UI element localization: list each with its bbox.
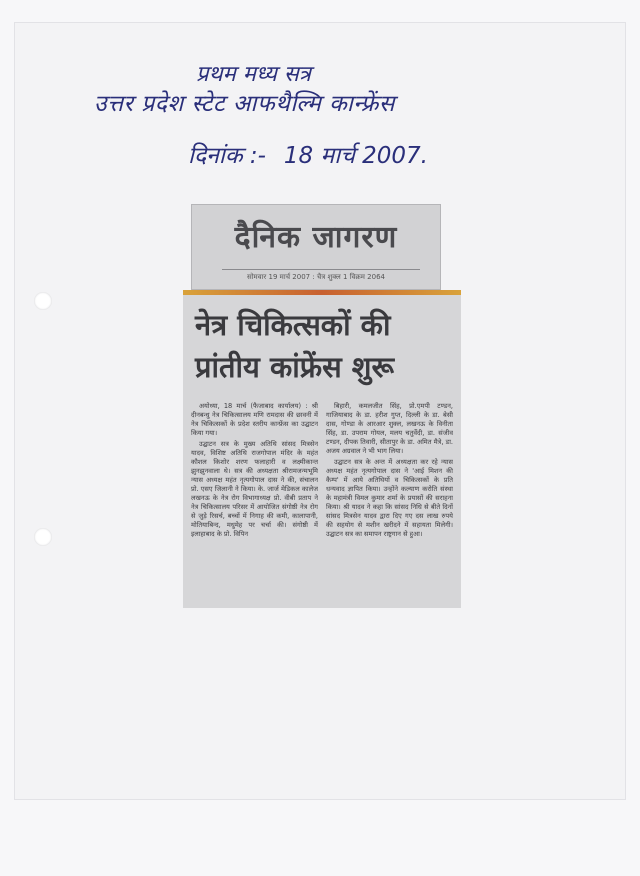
article-body [191, 402, 453, 602]
article-paragraph: उद्घाटन सत्र के अन्त में अध्यक्षता कर रहे न्यास अध्यक्ष महंत नृत्यगोपाल दास ने 'आई मिशन की कैम्प' में आये अतिथियों व चिकित्सकों के प्रति धन्यवाद ज्ञापित किया। उन्होंने कल्याण करोति संस्था के महामंत्री विमल कुमार शर्मा के प्रयासों की सराहना किया। श्री यादव ने कहा कि सांसद निधि से बीते दिनों सांसद मित्रसेन यादव द्वारा दिए गए दस लाख रुपये की सहयोग से मशीन खरीदने में सहायता मिलेगी। उद्घाटन सत्र का समापन राष्ट्रगान से हुआ। [326, 458, 453, 538]
punch-hole-top [34, 292, 52, 310]
handwritten-date-line [188, 138, 428, 170]
punch-hole-bottom [34, 528, 52, 546]
handwritten-session-title: प्रथम मध्य सत्र [196, 62, 311, 87]
date-label: दिनांक :- [188, 143, 266, 169]
masthead-rule [222, 269, 420, 270]
article-headline [195, 304, 455, 388]
news-clipping [183, 290, 461, 608]
article-paragraph: उद्घाटन सत्र के मुख्य अतिथि सांसद मित्रसेन यादव, विशिष्ट अतिथि राजगोपाल मंदिर के महंत कौशल किशोर शरण फलाहारी व लक्ष्मीकान्त झुनझुनवाला थे। सत्र की अध्यक्षता श्रीरामजन्मभूमि न्यास अध्यक्ष महंत नृत्यगोपाल दास ने की, संचालन प्रो. एसए जिलानी ने किया। के. जार्ज मेडिकल कालेज लखनऊ के नेत्र रोग विभागाध्यक्ष प्रो. वीबी प्रताप ने नेत्र चिकित्सालय परिसर में आयोजित संगोष्ठी नेत्र रोग से जुड़े रिसर्च, बच्चों में निगाह की कमी, कालापानी, मोतियाबिन्द, मधुमेह पर चर्चा की। संगोष्ठी में इलाहाबाद के प्रो. विपिन [191, 440, 318, 538]
article-column-1 [191, 402, 318, 602]
newspaper-name: दैनिक जागरण [234, 220, 398, 255]
headline-line-1: नेत्र चिकित्सकों की [195, 308, 391, 342]
clipping-color-bar [183, 290, 461, 295]
date-value: 18 मार्च 2007. [283, 143, 428, 169]
newspaper-masthead [191, 204, 441, 290]
handwritten-conference-title: उत्तर प्रदेश स्टेट आफथैल्मि कान्फ्रेंस [94, 91, 395, 117]
newspaper-dateline: सोमवार 19 मार्च 2007 : चैत्र शुक्ल 1 विक्रम 2064 [246, 273, 385, 281]
headline-line-2: प्रांतीय कांफ्रेंस शुरू [195, 350, 395, 384]
article-column-2 [326, 402, 453, 602]
article-paragraph: बिहारी, कमलजीत सिंह, प्रो.एमपी टण्डन, गाजियाबाद के डा. हरीश गुप्त, दिल्ली के डा. बेसी दास, गोण्डा के आरआर शुक्ल, लखनऊ के विनीता सिंह, डा. उपराम गोयल, मलय चतुर्वेदी, डा. संजीव टण्डन, दीपक तिवारी, सीतापुर के डा. अमित मैत्रे, डा. अजय अग्रवाल ने भी भाग लिया। [326, 402, 453, 455]
article-paragraph: अयोध्या, 18 मार्च (फैजाबाद कार्यालय) : श्री दीनबन्धु नेत्र चिकित्सालय मणि रामदास की छावनी में नेत्र चिकित्सकों के प्रदेश स्तरीय कान्फ्रेंस का उद्घाटन किया गया। [191, 402, 318, 437]
